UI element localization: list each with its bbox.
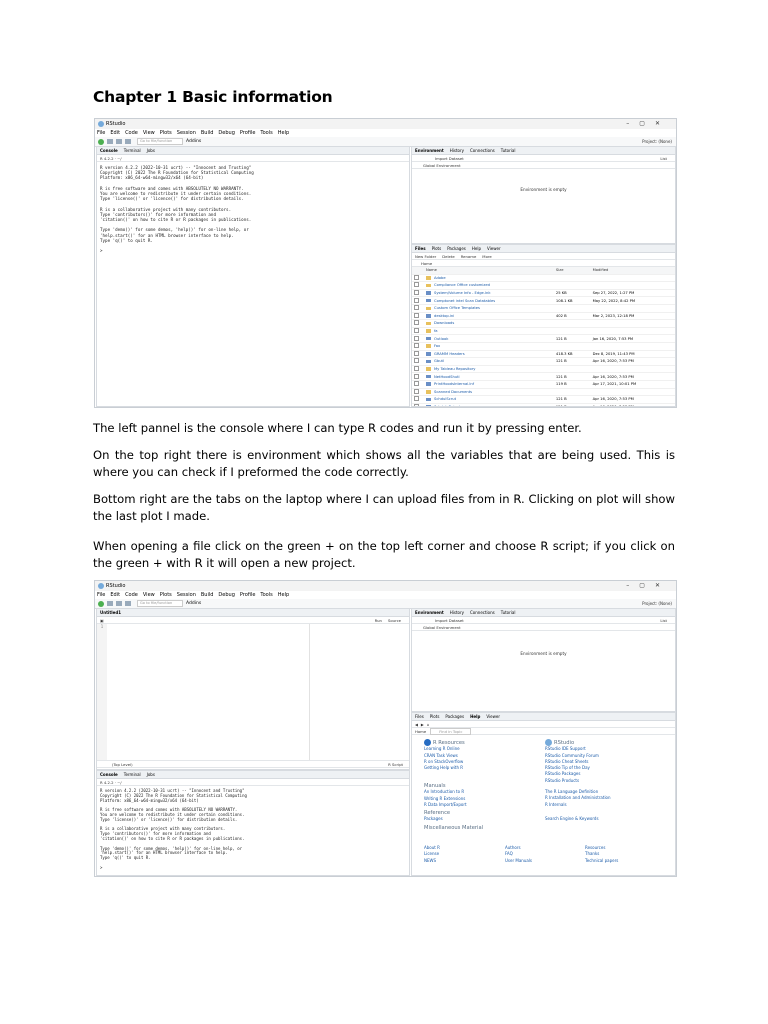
file-size: 119 B [554,380,591,388]
help-link[interactable]: The R Language Definition [545,789,599,794]
file-modified: Apr 16, 2020, 7:53 PM [591,403,675,407]
tab-packages[interactable]: Packages [447,246,466,251]
addins-menu[interactable]: Addins [186,139,202,144]
menu-file[interactable]: File [97,130,106,136]
file-modified: Dec 8, 2019, 11:43 PM [591,350,675,358]
file-name[interactable]: Compliance Office customized [434,283,490,288]
file-size [554,320,591,328]
file-size: 402 B [554,312,591,320]
file-icon [426,337,431,341]
file-row[interactable] [412,358,675,366]
file-name[interactable]: Outlook [434,336,449,341]
help-link[interactable]: About R [424,845,440,850]
console-path: R 4.2.2 · ~/ [97,155,409,162]
col-size[interactable]: Size [554,267,591,274]
file-checkbox[interactable] [414,290,419,295]
project-menu[interactable]: Project: (None) [642,139,672,144]
console-output[interactable]: R version 4.2.2 (2022-10-31 ucrt) -- "Innocent and Trusting" Copyright (C) 2022 The R Foundation for Statistical Computing Platform: x86_64-w64-mingw32/x64 (64-bit) R is free software and comes with ABSOLUTELY NO WARRANTY. You are welcome to redistribute it under certain conditions. Type 'license()' or 'licence()' for distribution details. R is a collaborative project with many contributors. Type 'contributors()' for more information and 'citation()' on how to cite R or R packages in publications. Type 'demo()' for some demos, 'help()' for on-line help, or 'help.start()' for an HTML browser interface to help. Type 'q()' to quit R. > [100,788,247,870]
file-modified [591,282,675,290]
environment-toolbar [412,617,675,624]
files-toolbar [412,253,675,260]
menu-session[interactable]: Session [176,130,196,136]
help-link[interactable]: NEWS [424,857,437,863]
file-row[interactable] [412,403,675,407]
tab-viewer[interactable]: Viewer [487,246,501,251]
file-modified: May 22, 2022, 8:42 PM [591,297,675,305]
menu-tools[interactable]: Tools [260,130,273,136]
new-folder-button[interactable]: New Folder [415,253,437,259]
new-project-icon[interactable] [107,601,113,606]
file-checkbox[interactable] [414,336,419,341]
file-icon [426,352,431,356]
file-row[interactable] [412,350,675,358]
rstudio-screenshot-1 [94,118,677,408]
file-name[interactable]: Downloads [434,321,455,326]
file-size [554,274,591,282]
environment-pane [411,146,676,244]
tab-files[interactable]: Files [415,246,426,251]
tab-jobs[interactable]: Jobs [146,772,155,777]
file-size [554,342,591,350]
help-link[interactable]: R Internals [545,801,567,807]
file-size: 418.3 KB [554,350,591,358]
file-icon [426,314,431,318]
tab-history[interactable]: History [449,148,465,153]
file-name[interactable]: GRAMM Headers [434,351,465,356]
env-list-toggle[interactable]: List [660,155,667,161]
file-checkbox[interactable] [414,343,419,348]
file-row[interactable] [412,380,675,388]
file-row[interactable] [412,342,675,350]
menu-tools[interactable]: Tools [260,592,273,598]
window-controls[interactable]: –▢✕ [626,582,670,589]
project-menu[interactable]: Project: (None) [642,601,672,606]
tab-plots[interactable]: Plots [431,246,442,251]
addins-menu[interactable]: Addins [186,601,202,606]
menu-bar [95,591,676,599]
file-modified [591,365,675,373]
menu-edit[interactable]: Edit [110,592,121,598]
file-modified [591,342,675,350]
menu-debug[interactable]: Debug [218,592,235,598]
file-size: 121 B [554,358,591,366]
window-controls[interactable]: –▢✕ [626,120,670,127]
manuals-right [545,789,611,822]
file-modified: Apr 16, 2020, 7:53 PM [591,396,675,404]
save-source-icon[interactable]: ▣ [100,617,104,623]
tab-untitled1[interactable]: Untitled1 [100,610,122,615]
tab-plots[interactable]: Plots [429,714,440,719]
file-checkbox[interactable] [414,351,419,356]
console-tabs [97,771,409,779]
files-table-header [412,267,675,274]
environment-tabs [412,609,675,617]
tab-help[interactable]: Help [471,246,481,251]
manuals-title: Manuals [424,783,446,789]
file-modified [591,320,675,328]
help-link[interactable]: Search Engine & Keywords [545,815,599,821]
help-link[interactable]: Writing R Extensions [424,795,466,801]
tab-tutorial[interactable]: Tutorial [500,148,516,153]
manuals-section [424,783,483,831]
r-resources-title: R Resources [433,740,465,746]
tab-console[interactable]: Console [100,148,118,153]
console-tabs [97,147,409,155]
file-modified: Apr 16, 2020, 7:53 PM [591,358,675,366]
folder-icon [426,367,431,371]
file-row[interactable] [412,312,675,320]
environment-empty-message: Environment is empty [520,187,567,192]
folder-icon [426,329,431,333]
import-dataset-button[interactable]: Import Dataset [435,155,464,161]
help-link[interactable]: FAQ [505,851,513,857]
tab-console[interactable]: Console [100,772,118,777]
tab-terminal[interactable]: Terminal [123,148,141,153]
file-modified [591,274,675,282]
menu-build[interactable]: Build [200,592,214,598]
rstudio-section [545,739,599,784]
menu-file[interactable]: File [97,592,106,598]
col-name[interactable]: Name [424,267,554,274]
env-list-toggle[interactable]: List [660,617,667,623]
environment-empty-message: Environment is empty [520,651,567,656]
goto-file-input[interactable]: Go to file/function [137,600,183,607]
environment-tabs [412,147,675,155]
help-link[interactable]: Getting Help with R [424,765,464,771]
paragraph-1: The left pannel is the console where I can type R codes and run it by pressing enter. [93,421,582,435]
help-pane [411,712,676,876]
menu-code[interactable]: Code [125,592,138,598]
file-size [554,327,591,335]
file-modified: Mar 2, 2023, 12:18 PM [591,312,675,320]
help-link[interactable]: User Manuals [505,857,533,863]
file-row[interactable] [412,373,675,381]
help-link[interactable]: Technical papers [585,857,619,863]
rstudio-logo-icon [98,583,104,589]
help-home-icon[interactable]: ⌂ [426,721,430,727]
help-link[interactable]: R Data Import/Export [424,801,467,807]
folder-icon [426,307,431,311]
files-breadcrumb[interactable]: Home [412,260,675,267]
r-logo-icon [424,739,431,746]
run-button[interactable]: Run [374,617,382,623]
col-modified[interactable]: Modified [591,267,675,274]
menu-build[interactable]: Build [200,130,214,136]
console-output[interactable]: R version 4.2.2 (2022-10-31 ucrt) -- "Innocent and Trusting" Copyright (C) 2022 The R Foundation for Statistical Computing Platform: x86_64-w64-mingw32/x64 (64-bit) R is free software and comes with ABSOLUTELY NO WARRANTY. You are welcome to redistribute it under certain conditions. Type 'license()' or 'licence()' for distribution details. R is a collaborative project with many contributors. Type 'contributors()' for more information and 'citation()' on how to cite R or R packages in publications. Type 'demo()' for some demos, 'help()' for on-line help, or 'help.start()' for an HTML browser interface to help. Type 'q()' to quit R. > [100,165,254,254]
help-link[interactable]: RStudio Products [545,777,580,783]
file-name[interactable]: fa [434,329,438,334]
help-link[interactable]: RStudio Packages [545,771,581,777]
folder-icon [426,284,431,288]
menu-code[interactable]: Code [125,130,138,136]
file-row[interactable] [412,297,675,305]
file-checkbox[interactable] [414,389,419,394]
file-checkbox[interactable] [414,396,419,401]
more-button[interactable]: More [482,253,492,259]
rstudio-screenshot-2 [94,580,677,877]
console-pane [96,146,410,407]
line-gutter: 1 [97,624,107,760]
menu-debug[interactable]: Debug [218,130,235,136]
file-row[interactable] [412,304,675,312]
menu-edit[interactable]: Edit [110,130,121,136]
help-forward-icon[interactable]: ▶ [420,721,424,727]
source-statusbar [97,760,409,768]
tab-history[interactable]: History [449,610,465,615]
rstudio-logo-icon [545,739,552,746]
folder-icon [426,322,431,326]
file-row[interactable] [412,289,675,297]
file-name[interactable]: System/Volume Info - Edge.lnk [434,291,491,296]
reference-title: Reference [424,810,451,817]
menu-help[interactable]: Help [277,592,290,598]
new-file-plus-icon[interactable] [98,601,104,607]
files-pane [411,244,676,407]
misc-col-3 [585,845,618,864]
misc-title: Miscellaneous Material [424,824,484,831]
file-row[interactable] [412,320,675,328]
file-checkbox[interactable] [414,282,419,287]
misc-col-1 [424,845,440,864]
file-checkbox[interactable] [414,298,419,303]
help-link[interactable]: R Installation and Administration [545,795,611,801]
file-size: 121 B [554,396,591,404]
file-row[interactable] [412,327,675,335]
file-checkbox[interactable] [414,404,419,407]
file-checkbox[interactable] [414,366,419,371]
file-size [554,282,591,290]
file-icon [426,291,431,295]
file-modified: Sep 27, 2022, 1:27 PM [591,289,675,297]
file-modified: Apr 17, 2021, 10:01 PM [591,380,675,388]
tab-connections[interactable]: Connections [470,148,495,153]
file-name[interactable]: desktop.ini [434,313,455,318]
tab-tutorial[interactable]: Tutorial [500,610,516,615]
tab-viewer[interactable]: Viewer [486,714,500,719]
tab-terminal[interactable]: Terminal [123,772,141,777]
menu-bar [95,129,676,137]
file-name[interactable]: SchdulyRajout [434,404,461,407]
file-checkbox[interactable] [414,374,419,379]
file-row[interactable] [412,282,675,290]
help-find-input[interactable]: Find in Topic [430,728,471,735]
file-checkbox[interactable] [414,328,419,333]
file-modified [591,388,675,396]
help-link[interactable]: R on StackOverflow [424,758,464,764]
console-path: R 4.2.2 · ~/ [97,779,409,786]
file-checkbox[interactable] [414,381,419,386]
file-name[interactable]: NetHoodShutl [434,374,460,379]
environment-pane [411,608,676,712]
tab-files[interactable]: Files [415,714,424,719]
file-checkbox[interactable] [414,358,419,363]
help-search-bar [412,728,675,735]
file-icon [426,405,431,407]
source-pane [96,608,410,770]
tab-jobs[interactable]: Jobs [146,148,155,153]
help-link[interactable]: An Introduction to R [424,789,465,795]
save-icon[interactable] [125,139,131,144]
file-size: 108.1 KB [554,297,591,305]
menu-profile[interactable]: Profile [239,592,256,598]
paragraph-4: When opening a file click on the green + on the top left corner and choose R script; if you click on the green + with R it will open a new project. [93,539,675,570]
file-modified: Jan 16, 2020, 7:53 PM [591,335,675,343]
rename-button[interactable]: Rename [460,253,477,259]
file-name[interactable]: My Tableau Repository [434,367,476,372]
file-row[interactable] [412,365,675,373]
page-title: Chapter 1 Basic information [93,88,333,106]
menu-view[interactable]: View [142,130,155,136]
help-tabs [412,713,675,721]
file-row[interactable] [412,335,675,343]
file-name[interactable]: Comptonet intel Scan Datatables [434,298,496,303]
file-modified [591,304,675,312]
file-icon [426,360,431,364]
scope-status[interactable]: (Top Level) [112,761,133,767]
paragraph-3: Bottom right are the tabs on the laptop where I can upload files from in R. Clicking on plot will show the last plot I made. [93,492,675,523]
help-link[interactable]: RStudio Cheat Sheets [545,758,589,764]
code-editor[interactable] [97,624,409,760]
file-icon [426,299,431,303]
file-modified [591,327,675,335]
file-icon [426,382,431,386]
file-name[interactable]: Scanned Documents [434,389,473,394]
misc-col-2 [505,845,532,864]
menu-session[interactable]: Session [176,592,196,598]
help-link[interactable]: Learning R Online [424,746,460,752]
folder-icon [426,276,431,280]
file-modified: Apr 16, 2020, 7:53 PM [591,373,675,381]
file-checkbox[interactable] [414,313,419,318]
source-button[interactable]: Source [387,617,401,623]
help-link[interactable]: License [424,851,440,857]
file-name[interactable]: PrintHoodsInternal.lnf [434,382,475,387]
help-link[interactable]: CRAN Task Views [424,752,458,758]
editor-margin [309,624,310,760]
open-file-icon[interactable] [116,139,122,144]
file-name[interactable]: Custom Office Templates [434,306,480,311]
menu-plots[interactable]: Plots [159,592,172,598]
file-size [554,388,591,396]
help-link[interactable]: RStudio Tip of the Day [545,765,590,771]
file-size: 121 B [554,403,591,407]
menu-plots[interactable]: Plots [159,130,172,136]
help-link[interactable]: Resources [585,845,606,850]
help-link[interactable]: Authors [505,845,521,850]
file-size [554,365,591,373]
tab-connections[interactable]: Connections [470,610,495,615]
console-pane [96,770,410,876]
folder-icon [426,344,431,348]
rstudio-section-title: RStudio [554,740,575,746]
open-file-icon[interactable] [116,601,122,606]
import-dataset-button[interactable]: Import Dataset [435,617,464,623]
menu-help[interactable]: Help [277,130,290,136]
app-title: RStudio [106,583,126,589]
new-file-plus-icon[interactable] [98,139,104,145]
paragraph-2: On the top right there is environment which shows all the variables that are being used. This is where you can check if I preformed the code correctly. [93,448,675,479]
file-name[interactable]: Adobe [434,275,446,280]
file-type[interactable]: R Script [388,761,403,767]
folder-icon [426,390,431,394]
menu-profile[interactable]: Profile [239,130,256,136]
files-tabs [412,245,675,253]
goto-file-input[interactable]: Go to file/function [137,138,183,145]
app-title: RStudio [106,121,126,127]
rstudio-titlebar [95,119,676,129]
file-size [554,304,591,312]
help-link[interactable]: Packages [424,816,443,822]
file-checkbox[interactable] [414,320,419,325]
save-icon[interactable] [125,601,131,606]
file-size: 121 B [554,373,591,381]
file-row[interactable] [412,274,675,282]
file-icon [426,398,431,402]
environment-scope[interactable]: Global Environment [412,624,675,631]
help-nav-home[interactable]: Home [415,728,427,734]
file-name[interactable]: Gbutl [434,359,445,364]
files-table [412,267,675,407]
file-row[interactable] [412,396,675,404]
file-name[interactable]: SchdulScrut [434,397,457,402]
help-link[interactable]: RStudio Community Forum [545,752,599,758]
environment-scope[interactable]: Global Environment [412,162,675,169]
new-project-icon[interactable] [107,139,113,144]
tab-environment[interactable]: Environment [415,148,444,153]
rstudio-logo-icon [98,121,104,127]
file-icon [426,375,431,379]
file-size: 25 KB [554,289,591,297]
file-checkbox[interactable] [414,305,419,310]
source-tabs [97,609,409,617]
tab-packages[interactable]: Packages [445,714,465,719]
menu-view[interactable]: View [142,592,155,598]
rstudio-titlebar [95,581,676,591]
environment-toolbar [412,155,675,162]
file-checkbox[interactable] [414,275,419,280]
file-name[interactable]: Fax [434,344,441,349]
help-link[interactable]: Thanks [585,851,600,857]
file-size: 121 B [554,335,591,343]
help-link[interactable]: RStudio IDE Support [545,746,586,752]
r-resources-section [424,739,465,771]
tab-environment[interactable]: Environment [415,610,444,615]
source-toolbar [97,617,409,624]
help-back-icon[interactable]: ◀ [415,721,418,727]
file-row[interactable] [412,388,675,396]
delete-button[interactable]: Delete [442,253,455,259]
tab-help[interactable]: Help [470,714,481,719]
